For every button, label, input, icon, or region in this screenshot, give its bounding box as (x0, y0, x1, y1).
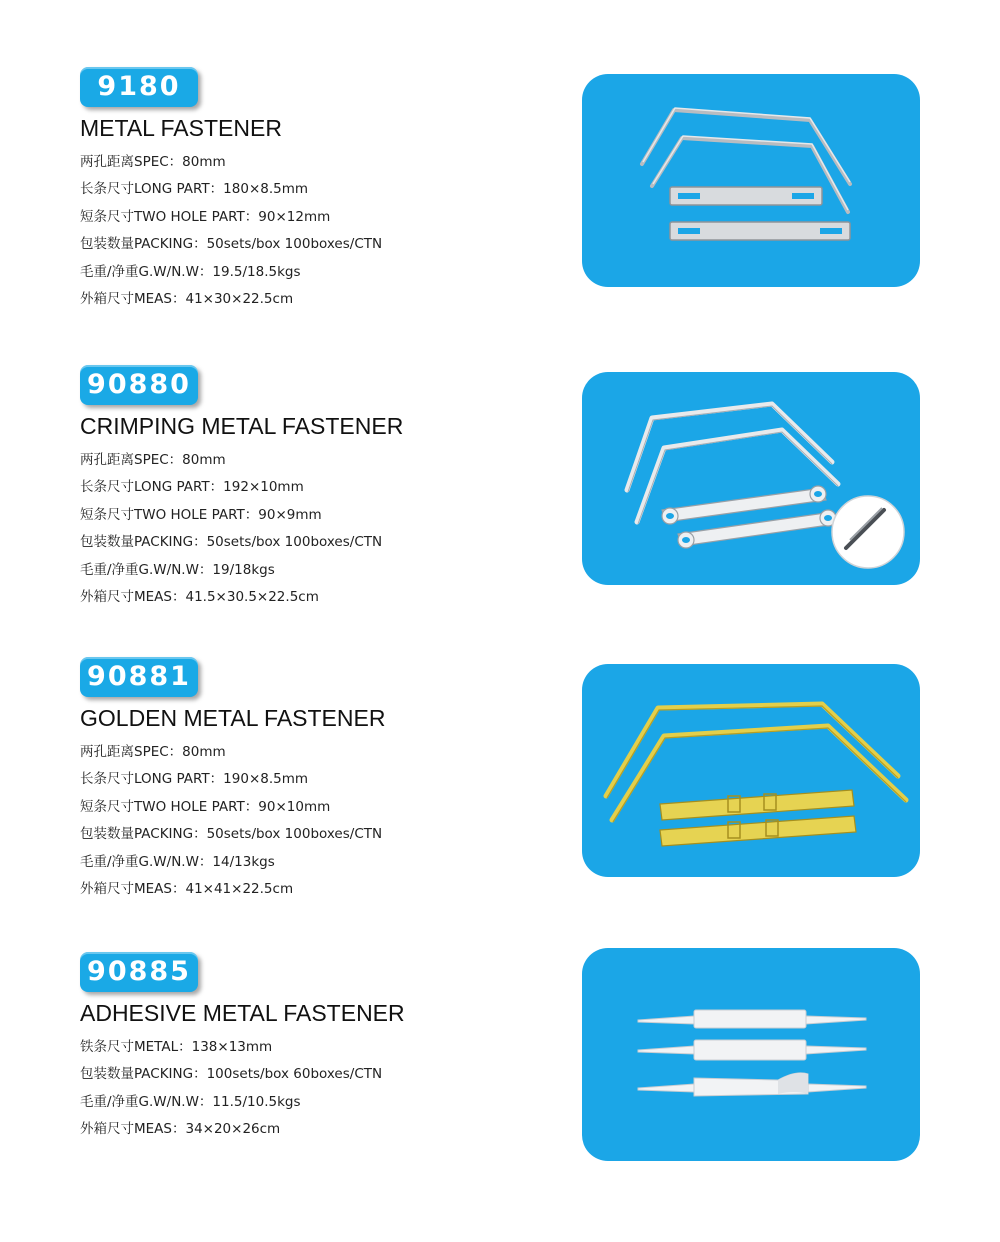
product-code-badge: 90880 (80, 365, 198, 405)
silver-metal-fastener-photo (582, 74, 920, 287)
spec-list (80, 739, 382, 903)
product-code-badge: 9180 (80, 67, 198, 107)
crimping-metal-fastener-photo (582, 372, 920, 585)
spec-line: 毛重/净重G.W/N.W：19.5/18.5kgs (80, 263, 301, 280)
spec-line: 长条尺寸LONG PART：192×10mm (80, 479, 304, 496)
spec-line: 外箱尺寸MEAS：34×20×26cm (80, 1121, 281, 1138)
product-title: GOLDEN METAL FASTENER (80, 705, 386, 731)
spec-list (80, 447, 382, 611)
spec-line: 短条尺寸TWO HOLE PART：90×9mm (80, 506, 322, 523)
spec-line: 毛重/净重G.W/N.W：19/18kgs (80, 561, 275, 578)
spec-line: 包装数量PACKING：50sets/box 100boxes/CTN (80, 826, 383, 843)
spec-line: 长条尺寸LONG PART：190×8.5mm (80, 771, 309, 788)
spec-line: 两孔距离SPEC：80mm (80, 154, 226, 170)
spec-line: 两孔距离SPEC：80mm (80, 744, 226, 760)
spec-line: 包装数量PACKING：50sets/box 100boxes/CTN (80, 236, 383, 253)
product-code-badge: 90885 (80, 952, 198, 992)
spec-list (80, 149, 382, 313)
spec-line: 铁条尺寸METAL：138×13mm (80, 1039, 273, 1055)
golden-metal-fastener-photo (582, 664, 920, 877)
spec-line: 包装数量PACKING：50sets/box 100boxes/CTN (80, 534, 383, 551)
product-code-badge: 90881 (80, 657, 198, 697)
product-section-9180 (0, 67, 1000, 357)
spec-line: 长条尺寸LONG PART：180×8.5mm (80, 181, 309, 198)
product-title: ADHESIVE METAL FASTENER (80, 1000, 405, 1026)
spec-line: 外箱尺寸MEAS：41.5×30.5×22.5cm (80, 588, 319, 605)
spec-line: 外箱尺寸MEAS：41×30×22.5cm (80, 290, 294, 307)
adhesive-metal-fastener-photo (582, 948, 920, 1161)
spec-line: 毛重/净重G.W/N.W：11.5/10.5kgs (80, 1093, 301, 1110)
spec-line: 短条尺寸TWO HOLE PART：90×10mm (80, 798, 331, 815)
product-section-90885 (0, 952, 1000, 1242)
spec-line: 短条尺寸TWO HOLE PART：90×12mm (80, 208, 331, 225)
product-title: METAL FASTENER (80, 115, 282, 141)
product-section-90881 (0, 657, 1000, 947)
spec-list (80, 1034, 382, 1144)
spec-line: 外箱尺寸MEAS：41×41×22.5cm (80, 880, 294, 897)
product-section-90880 (0, 365, 1000, 655)
spec-line: 两孔距离SPEC：80mm (80, 452, 226, 468)
product-title: CRIMPING METAL FASTENER (80, 413, 404, 439)
spec-line: 包装数量PACKING：100sets/box 60boxes/CTN (80, 1066, 383, 1083)
spec-line: 毛重/净重G.W/N.W：14/13kgs (80, 853, 275, 870)
